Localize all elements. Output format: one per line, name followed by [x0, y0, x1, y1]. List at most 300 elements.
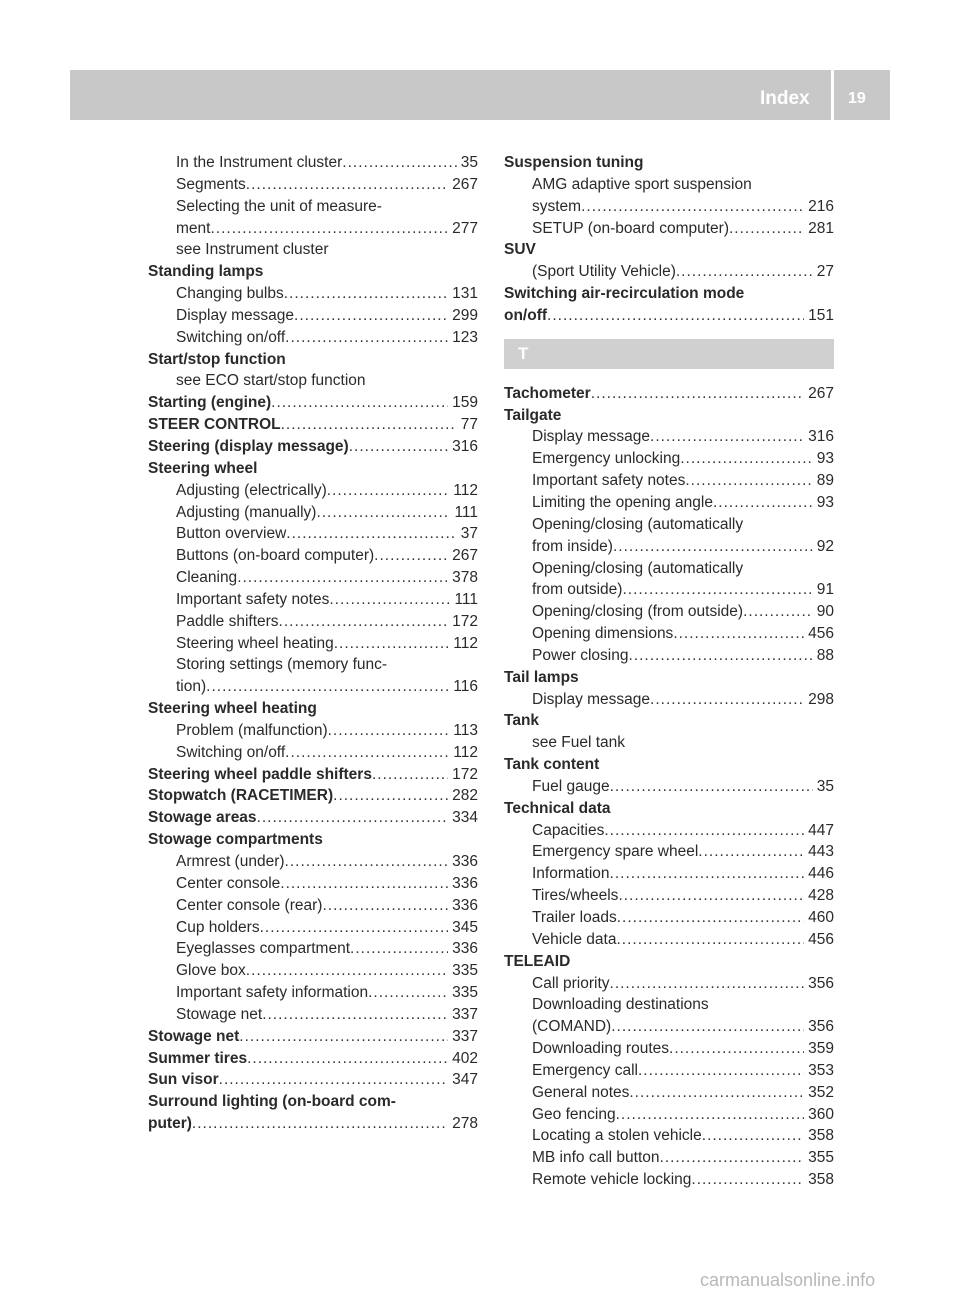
- entry-text: Information: [532, 865, 610, 883]
- page-reference[interactable]: 352: [808, 1083, 834, 1101]
- index-entry[interactable]: [148, 1069, 478, 1091]
- index-subentry[interactable]: [148, 938, 478, 960]
- index-subentry[interactable]: [148, 283, 478, 305]
- entry-text: Eyeglasses compartment: [176, 940, 351, 958]
- index-subentry[interactable]: [148, 873, 478, 895]
- index-subentry[interactable]: [504, 261, 834, 283]
- page-reference[interactable]: 116: [453, 678, 478, 696]
- entry-text: Starting (engine): [148, 394, 272, 412]
- entry-text: Display message: [176, 306, 295, 324]
- entry-text: Problem (malfunction): [176, 721, 328, 739]
- entry-text: Glove box: [176, 962, 246, 980]
- index-entry: [148, 829, 478, 851]
- index-entry: [504, 239, 834, 261]
- index-subentry: [148, 370, 478, 392]
- page-reference[interactable]: 337: [452, 1005, 478, 1023]
- index-entry[interactable]: [148, 807, 478, 829]
- page-reference[interactable]: 336: [452, 940, 478, 958]
- page-reference[interactable]: 358: [808, 1127, 834, 1145]
- index-entry[interactable]: [148, 392, 478, 414]
- page-reference[interactable]: 112: [453, 481, 478, 499]
- entry-text: on/off: [504, 306, 548, 324]
- dot-leader: [260, 917, 449, 939]
- page-reference[interactable]: 35: [460, 154, 478, 171]
- dot-leader: [350, 938, 448, 960]
- index-subentry[interactable]: [504, 601, 834, 623]
- index-entry[interactable]: [148, 785, 478, 807]
- dot-leader: [257, 807, 449, 829]
- page-reference[interactable]: 353: [808, 1061, 834, 1079]
- entry-text: (COMAND): [532, 1018, 612, 1036]
- dot-leader: [629, 645, 813, 667]
- index-entry[interactable]: [504, 383, 834, 405]
- index-entry: [504, 710, 834, 732]
- entry-text: Stowage compartments: [148, 831, 323, 849]
- index-subentry[interactable]: [148, 502, 478, 524]
- index-subentry: [504, 558, 834, 580]
- index-subentry[interactable]: [504, 841, 834, 863]
- dot-leader: [294, 305, 448, 327]
- entry-text: Tank content: [504, 756, 600, 774]
- page-reference[interactable]: 336: [452, 896, 478, 914]
- entry-text: Tires/wheels: [532, 887, 619, 905]
- index-subentry[interactable]: [504, 1038, 834, 1060]
- dot-leader: [246, 174, 448, 196]
- index-subentry[interactable]: [148, 305, 478, 327]
- dot-leader: [372, 764, 448, 786]
- entry-text: Steering wheel heating: [148, 700, 317, 718]
- index-entry[interactable]: [148, 1048, 478, 1070]
- entry-text: see ECO start/stop function: [176, 372, 366, 390]
- index-subentry[interactable]: [504, 1147, 834, 1169]
- index-subentry[interactable]: [148, 480, 478, 502]
- entry-text: from outside): [532, 581, 623, 599]
- page-reference[interactable]: 112: [453, 743, 478, 761]
- index-subentry[interactable]: [504, 820, 834, 842]
- entry-text: Emergency spare wheel: [532, 843, 699, 861]
- dot-leader: [334, 633, 450, 655]
- page-reference[interactable]: 277: [452, 219, 478, 237]
- dot-leader: [342, 152, 456, 174]
- page-reference[interactable]: 360: [808, 1105, 834, 1123]
- entry-text: puter): [148, 1115, 192, 1133]
- page-reference[interactable]: 278: [452, 1115, 478, 1133]
- page-reference[interactable]: 113: [453, 721, 478, 739]
- index-subentry[interactable]: [504, 863, 834, 885]
- index-subentry[interactable]: [148, 742, 478, 764]
- entry-text: Armrest (under): [176, 853, 285, 870]
- entry-text: Changing bulbs: [176, 285, 284, 303]
- index-subentry[interactable]: [504, 536, 834, 558]
- page-reference[interactable]: 456: [808, 625, 834, 643]
- entry-text: Steering wheel paddle shifters: [148, 765, 372, 783]
- entry-text: Surround lighting (on-board com-: [148, 1093, 396, 1111]
- index-subentry[interactable]: [148, 1004, 478, 1026]
- dot-leader: [322, 895, 448, 917]
- page-reference[interactable]: 281: [808, 219, 834, 237]
- entry-text: General notes: [532, 1083, 630, 1101]
- entry-text: Opening/closing (from outside): [532, 603, 744, 621]
- page-reference[interactable]: 428: [808, 887, 834, 905]
- entry-text: Geo fencing: [532, 1105, 616, 1123]
- index-entry: [504, 754, 834, 776]
- index-subentry[interactable]: [504, 492, 834, 514]
- index-subentry: [148, 239, 478, 261]
- index-subentry[interactable]: [504, 689, 834, 711]
- index-subentry[interactable]: [148, 633, 478, 655]
- dot-leader: [328, 720, 450, 742]
- page-reference[interactable]: 90: [816, 603, 834, 621]
- index-subentry[interactable]: [504, 470, 834, 492]
- page-reference[interactable]: 299: [452, 306, 478, 324]
- index-subentry[interactable]: [504, 218, 834, 240]
- dot-leader: [281, 414, 457, 436]
- index-subentry[interactable]: [504, 929, 834, 951]
- dot-leader: [210, 218, 448, 240]
- page-reference[interactable]: 335: [452, 984, 478, 1002]
- page-reference[interactable]: 88: [816, 646, 834, 664]
- page-reference[interactable]: 93: [816, 493, 834, 511]
- entry-text: Suspension tuning: [504, 154, 644, 171]
- page-reference[interactable]: 443: [808, 843, 834, 861]
- index-subentry[interactable]: [504, 426, 834, 448]
- dot-leader: [581, 196, 804, 218]
- dot-leader: [247, 1048, 448, 1070]
- index-subentry[interactable]: [504, 973, 834, 995]
- entry-text: Segments: [176, 175, 246, 193]
- page-reference[interactable]: 447: [808, 821, 834, 839]
- index-subentry[interactable]: [148, 545, 478, 567]
- entry-text: Opening/closing (automatically: [532, 559, 744, 577]
- dot-leader: [333, 785, 448, 807]
- dot-leader: [610, 776, 813, 798]
- entry-text: Center console (rear): [176, 896, 323, 914]
- page-reference[interactable]: 336: [452, 874, 478, 892]
- page-reference[interactable]: 282: [452, 787, 478, 805]
- entry-text: Paddle shifters: [176, 612, 279, 630]
- index-subentry[interactable]: [148, 917, 478, 939]
- index-entry: [148, 349, 478, 371]
- page-reference[interactable]: 91: [816, 581, 834, 599]
- entry-text: Adjusting (manually): [176, 503, 317, 521]
- index-subentry[interactable]: [504, 1125, 834, 1147]
- dot-leader: [284, 283, 448, 305]
- entry-text: Switching air-recirculation mode: [504, 285, 745, 303]
- entry-text: Cup holders: [176, 918, 260, 936]
- dot-leader: [669, 1038, 804, 1060]
- entry-text: Tachometer: [504, 384, 591, 402]
- dot-leader: [374, 545, 448, 567]
- dot-leader: [616, 1104, 805, 1126]
- index-column-right: [504, 152, 834, 1191]
- page-reference[interactable]: 111: [454, 503, 478, 521]
- index-entry: [504, 405, 834, 427]
- entry-text: Capacities: [532, 821, 605, 839]
- page-reference[interactable]: 358: [808, 1171, 834, 1189]
- index-subentry[interactable]: [148, 152, 478, 174]
- entry-text: Switching on/off: [176, 743, 286, 761]
- entry-text: Call priority: [532, 974, 610, 992]
- dot-leader: [206, 676, 449, 698]
- entry-text: Downloading routes: [532, 1040, 670, 1058]
- dot-leader: [280, 873, 448, 895]
- dot-leader: [286, 523, 456, 545]
- page-reference[interactable]: 334: [452, 809, 478, 827]
- index-subentry[interactable]: [504, 623, 834, 645]
- watermark: carmanualsonline.info: [700, 1270, 876, 1290]
- dot-leader: [729, 218, 804, 240]
- index-subentry[interactable]: [504, 196, 834, 218]
- page-reference[interactable]: 172: [452, 765, 478, 783]
- index-subentry[interactable]: [504, 1060, 834, 1082]
- index-subentry[interactable]: [504, 907, 834, 929]
- dot-leader: [239, 1026, 448, 1048]
- index-subentry: [148, 654, 478, 676]
- index-entry[interactable]: [148, 1113, 478, 1135]
- entry-text: Button overview: [176, 525, 287, 543]
- page-reference[interactable]: 356: [808, 974, 834, 992]
- dot-leader: [650, 426, 804, 448]
- dot-leader: [219, 1069, 448, 1091]
- page-reference[interactable]: 93: [816, 450, 834, 468]
- index-entry: [148, 698, 478, 720]
- dot-leader: [192, 1113, 448, 1135]
- entry-text: SUV: [504, 241, 536, 259]
- entry-text: Steering (display message): [148, 437, 349, 455]
- index-subentry[interactable]: [504, 1169, 834, 1191]
- entry-text: Adjusting (electrically): [176, 481, 327, 499]
- entry-text: Switching on/off: [176, 328, 286, 346]
- entry-text: Tank: [504, 712, 540, 730]
- entry-text: SETUP (on-board computer): [532, 219, 729, 237]
- index-subentry: [504, 732, 834, 754]
- entry-text: Limiting the opening angle: [532, 493, 713, 511]
- index-entry[interactable]: [148, 764, 478, 786]
- dot-leader: [604, 820, 804, 842]
- entry-text: AMG adaptive sport suspension: [532, 175, 752, 193]
- page-reference[interactable]: 446: [808, 865, 834, 883]
- entry-text: MB info call button: [532, 1149, 660, 1167]
- index-subentry[interactable]: [504, 645, 834, 667]
- page-reference[interactable]: 216: [808, 197, 834, 215]
- page-reference[interactable]: 267: [808, 384, 834, 402]
- page-reference[interactable]: 112: [453, 634, 478, 652]
- dot-leader: [262, 1004, 448, 1026]
- index-entry: [504, 667, 834, 689]
- page-reference[interactable]: 316: [808, 428, 834, 446]
- entry-text: Cleaning: [176, 569, 238, 587]
- index-entry: [148, 261, 478, 283]
- entry-text: Vehicle data: [532, 930, 617, 948]
- index-subentry[interactable]: [504, 1104, 834, 1126]
- index-subentry: [504, 174, 834, 196]
- page-reference[interactable]: 159: [452, 394, 478, 412]
- dot-leader: [591, 383, 804, 405]
- dot-leader: [285, 851, 449, 873]
- index-subentry[interactable]: [148, 895, 478, 917]
- dot-leader: [713, 492, 813, 514]
- page-reference[interactable]: 337: [452, 1027, 478, 1045]
- page-reference[interactable]: 27: [816, 263, 834, 281]
- index-subentry: [504, 994, 834, 1016]
- entry-text: from inside): [532, 537, 613, 555]
- dot-leader: [329, 589, 450, 611]
- entry-text: Summer tires: [148, 1049, 248, 1067]
- entry-text: tion): [176, 678, 207, 696]
- entry-text: In the Instrument cluster: [176, 154, 343, 171]
- index-entry: [148, 1091, 478, 1113]
- dot-leader: [547, 305, 804, 327]
- dot-leader: [610, 973, 805, 995]
- entry-text: Important safety notes: [532, 472, 686, 490]
- index-subentry[interactable]: [504, 1082, 834, 1104]
- entry-text: Important safety notes: [176, 590, 330, 608]
- dot-leader: [616, 929, 804, 951]
- page-reference[interactable]: 267: [452, 547, 478, 565]
- page-reference[interactable]: 267: [452, 175, 478, 193]
- index-entry[interactable]: [148, 414, 478, 436]
- page-reference[interactable]: 131: [452, 285, 478, 303]
- index-subentry[interactable]: [148, 676, 478, 698]
- dot-leader: [685, 470, 812, 492]
- dot-leader: [743, 601, 813, 623]
- entry-text: Stopwatch (RACETIMER): [148, 787, 334, 805]
- entry-text: STEER CONTROL: [148, 416, 281, 434]
- index-entry: [504, 152, 834, 174]
- entry-text: see Instrument cluster: [176, 241, 329, 259]
- dot-leader: [691, 1169, 804, 1191]
- dot-leader: [618, 885, 804, 907]
- index-subentry[interactable]: [148, 720, 478, 742]
- index-subentry[interactable]: [148, 851, 478, 873]
- index-subentry[interactable]: [148, 218, 478, 240]
- page-reference[interactable]: 356: [808, 1018, 834, 1036]
- dot-leader: [285, 327, 448, 349]
- entry-text: Buttons (on-board computer): [176, 547, 375, 565]
- entry-text: Display message: [532, 690, 651, 708]
- dot-leader: [613, 536, 813, 558]
- index-subentry[interactable]: [504, 1016, 834, 1038]
- dot-leader: [622, 579, 812, 601]
- page-reference[interactable]: 359: [808, 1040, 834, 1058]
- dot-leader: [285, 742, 449, 764]
- index-subentry[interactable]: [148, 523, 478, 545]
- page-reference[interactable]: 151: [808, 306, 834, 324]
- entry-text: see Fuel tank: [532, 734, 626, 752]
- page-reference[interactable]: 347: [452, 1071, 478, 1089]
- entry-text: Center console: [176, 874, 281, 892]
- index-entry[interactable]: [148, 436, 478, 458]
- index-subentry[interactable]: [504, 579, 834, 601]
- dot-leader: [638, 1060, 804, 1082]
- page-reference[interactable]: 335: [452, 962, 478, 980]
- page-reference[interactable]: 111: [454, 590, 478, 608]
- page-reference[interactable]: 355: [808, 1149, 834, 1167]
- index-subentry[interactable]: [148, 174, 478, 196]
- dot-leader: [680, 448, 813, 470]
- page-number: 19: [848, 90, 866, 107]
- entry-text: Emergency unlocking: [532, 450, 681, 468]
- dot-leader: [316, 502, 450, 524]
- page-reference[interactable]: 298: [808, 690, 834, 708]
- index-entry[interactable]: [504, 305, 834, 327]
- entry-text: (Sport Utility Vehicle): [532, 263, 676, 281]
- page-reference[interactable]: 345: [452, 918, 478, 936]
- index-subentry[interactable]: [148, 982, 478, 1004]
- page-reference[interactable]: 336: [452, 853, 478, 870]
- index-subentry[interactable]: [504, 885, 834, 907]
- entry-text: Tailgate: [504, 406, 562, 424]
- index-entry: [148, 458, 478, 480]
- dot-leader: [698, 841, 804, 863]
- header-divider: [831, 70, 834, 120]
- entry-text: system: [532, 197, 582, 215]
- page-reference[interactable]: 316: [452, 437, 478, 455]
- entry-text: Stowage net: [148, 1027, 240, 1045]
- dot-leader: [368, 982, 448, 1004]
- index-subentry: [504, 514, 834, 536]
- index-entry[interactable]: [148, 1026, 478, 1048]
- page-reference[interactable]: 37: [460, 525, 478, 543]
- dot-leader: [676, 261, 813, 283]
- index-entry: [504, 283, 834, 305]
- page-reference[interactable]: 460: [808, 909, 834, 926]
- entry-text: Display message: [532, 428, 651, 446]
- dot-leader: [629, 1082, 804, 1104]
- index-subentry[interactable]: [148, 327, 478, 349]
- entry-text: TELEAID: [504, 952, 571, 970]
- entry-text: Selecting the unit of measure-: [176, 197, 382, 215]
- index-subentry[interactable]: [148, 960, 478, 982]
- page-reference[interactable]: 123: [452, 328, 478, 346]
- dot-leader: [271, 392, 448, 414]
- entry-text: Tail lamps: [504, 668, 579, 686]
- dot-leader: [327, 480, 450, 502]
- page-reference[interactable]: 35: [816, 777, 834, 795]
- entry-text: Start/stop function: [148, 350, 286, 368]
- page-reference[interactable]: 89: [816, 472, 834, 490]
- page-reference[interactable]: 402: [452, 1049, 478, 1067]
- entry-text: Opening/closing (automatically: [532, 515, 744, 533]
- dot-leader: [611, 1016, 804, 1038]
- entry-text: Downloading destinations: [532, 996, 709, 1014]
- index-subentry[interactable]: [148, 611, 478, 633]
- page-reference[interactable]: 92: [816, 537, 834, 555]
- page-reference[interactable]: 378: [452, 569, 478, 587]
- dot-leader: [673, 623, 804, 645]
- entry-text: Sun visor: [148, 1071, 219, 1089]
- dot-leader: [660, 1147, 805, 1169]
- dot-leader: [702, 1125, 804, 1147]
- section-letter: T: [504, 339, 834, 369]
- entry-text: Steering wheel: [148, 459, 258, 477]
- index-subentry[interactable]: [148, 589, 478, 611]
- page-reference[interactable]: 172: [452, 612, 478, 630]
- entry-text: Steering wheel heating: [176, 634, 334, 652]
- entry-text: Stowage areas: [148, 809, 257, 827]
- index-subentry[interactable]: [504, 448, 834, 470]
- dot-leader: [279, 611, 449, 633]
- dot-leader: [650, 689, 804, 711]
- index-subentry[interactable]: [504, 776, 834, 798]
- index-subentry[interactable]: [148, 567, 478, 589]
- page-title: Index: [760, 88, 810, 109]
- dot-leader: [237, 567, 448, 589]
- page-reference[interactable]: 77: [460, 416, 478, 434]
- index-column-left: [148, 152, 478, 1135]
- dot-leader: [246, 960, 448, 982]
- page-reference[interactable]: 456: [808, 930, 834, 948]
